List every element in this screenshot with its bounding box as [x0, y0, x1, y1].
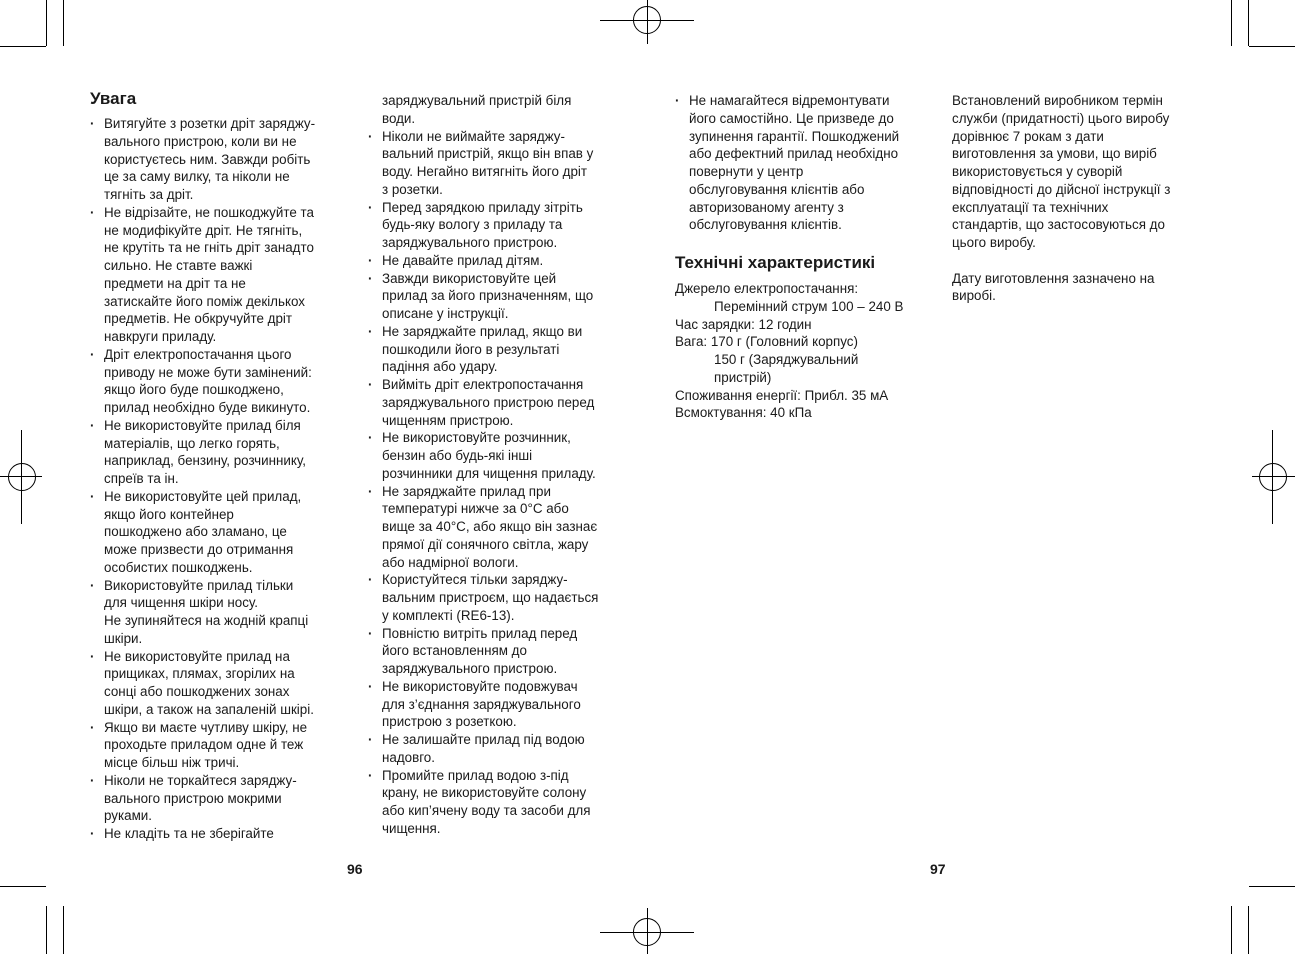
list-item: · Не заряджайте прилад при температурі нижче за 0°C або вище за 40°C, або якщо він зазнає прямої дії сонячного світла, жару або надмірної вологи. [368, 483, 630, 572]
list-item: · Не заряджайте прилад, якщо ви пошкодили його в результаті падіння або удару. [368, 323, 630, 376]
list-item: · Повністю витріть прилад перед його встановленням до заряджувального пристрою. [368, 625, 630, 678]
spec-power-value: Перемінний струм 100 – 240 В [714, 298, 904, 314]
list-item: · Не намагайтеся відремонтувати його самостійно. Це призведе до зупинення гарантії. Пошкоджений або дефектний прилад необхідно повернути у центр обслуговування клієнтів або авторизованому агенту з обслуговування клієнтів. [675, 92, 937, 234]
page-number-right: 97 [930, 861, 946, 877]
list-item: · Вийміть дріт електропостачання заряджувального пристрою перед чищенням пристрою. [368, 376, 630, 429]
list-item: · Користуйтеся тільки заряджу- вальним пристроєм, що надається у комплекті (RE6-13). [368, 571, 630, 624]
warning-heading: Увага [90, 89, 137, 108]
warning-list-1 [90, 115, 352, 843]
list-item: · Не використовуйте цей прилад, якщо його контейнер пошкоджено або зламано, це може призвести до отримання особистих пошкоджень. [90, 488, 352, 577]
specs-block [675, 280, 937, 422]
list-item: · Не використовуйте подовжувач для з’єднання заряджувального пристрою з розеткою. [368, 678, 630, 731]
list-item: · Не використовуйте розчинник, бензин або будь-які інші розчинники для чищення приладу. [368, 429, 630, 482]
list-item: · Використовуйте прилад тільки для чищення шкіри носу. Не зупиняйтеся на жодній крапці шкіри. [90, 577, 352, 648]
list-item: · Завжди використовуйте цей прилад за його призначенням, що описане у інструкції. [368, 270, 630, 323]
list-item: · Не давайте прилад дітям. [368, 252, 630, 270]
list-item: · Ніколи не торкайтеся заряджу- вального пристрою мокрими руками. [90, 772, 352, 825]
list-item: · Дріт електропостачання цього приводу не може бути замінений: якщо його буде пошкоджено, прилад необхідно буде викинуто. [90, 346, 352, 417]
warning-list-3 [675, 92, 937, 234]
list-item: · Не використовуйте прилад біля матеріалів, що легко горять, наприклад, бензину, розчиннику, спреїв та ін. [90, 417, 352, 488]
list-item: · Не відрізайте, не пошкоджуйте та не модифікуйте дріт. Не тягніть, не крутіть та не гніть дріт занадто сильно. Не ставте важкі предмети на дріт та не затискайте його поміж декількох предметів. Не обкручуйте дріт навкруги приладу. [90, 204, 352, 346]
list-item: · Витягуйте з розетки дріт заряджу- вального пристрою, коли ви не користуєтесь ним. Завжди робіть це за саму вилку, та ніколи не тягніть за дріт. [90, 115, 352, 204]
spec-charge-time: Час зарядки: 12 годин [675, 316, 812, 332]
list-item: · Перед зарядкою приладу зітріть будь-яку вологу з приладу та заряджувального пристрою. [368, 199, 630, 252]
column-1 [90, 88, 352, 843]
spec-weight-main: Вага: 170 г (Головний корпус) [675, 334, 858, 350]
spec-suction: Всмоктування: 40 кПа [675, 405, 812, 421]
manufacture-date-paragraph: Дату виготовлення зазначено на виробі. [952, 270, 1155, 304]
list-item: · Якщо ви маєте чутливу шкіру, не проходьте приладом одне й теж місце більш ніж тричі. [90, 719, 352, 772]
list-item: · Не використовуйте прилад на прищиках, плямах, згорілих на сонці або пошкоджених зонах шкіри, а також на запаленій шкірі. [90, 648, 352, 719]
warning-list-2 [368, 92, 630, 838]
specs-heading: Технічні характеристикі [675, 253, 876, 272]
list-item-continuation: заряджувальний пристрій біля води. [382, 93, 572, 126]
page-number-left: 96 [347, 861, 363, 877]
service-life-paragraph: Встановлений виробником термін служби (придатності) цього виробу дорівнює 7 рокам з дати виготовлення за умови, що виріб використовується у суворій відповідності до дійсної інструкції з експлуатації та технічних стандартів, що застосовуються до цього виробу. [952, 93, 1171, 250]
column-2 [368, 92, 630, 838]
spec-weight-charger: 150 г (Заряджувальний пристрій) [714, 352, 859, 385]
list-item: · Ніколи не виймайте заряджу- вальний пристрій, якщо він впав у воду. Негайно витягніть його дріт з розетки. [368, 128, 630, 199]
column-3 [675, 92, 937, 422]
list-item: · Промийте прилад водою з-під крану, не використовуйте солону або кип’ячену воду та засоби для чищення. [368, 767, 630, 838]
column-4 [952, 92, 1202, 323]
list-item: · Не залишайте прилад під водою надовго. [368, 731, 630, 767]
list-item: · Не кладіть та не зберігайте [90, 825, 352, 843]
spec-consumption: Споживання енергії: Прибл. 35 мА [675, 387, 889, 403]
spec-power-label: Джерело електропостачання: [675, 281, 859, 296]
